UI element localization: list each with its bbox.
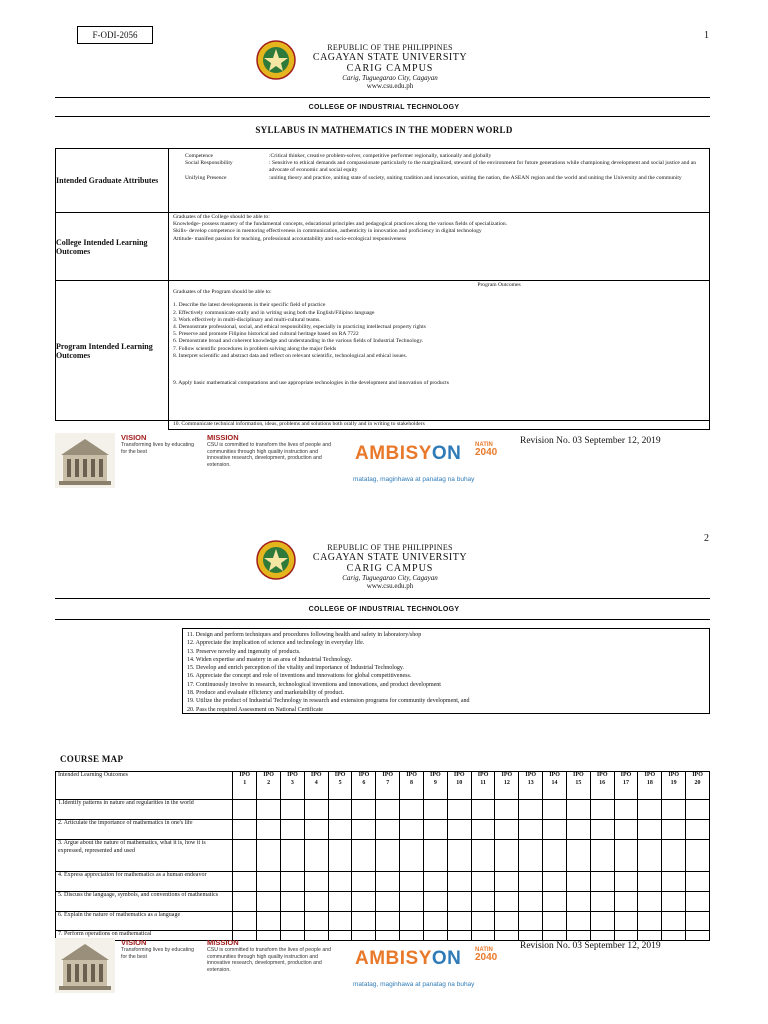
campus-name: CARIG CAMPUS (346, 63, 434, 74)
ipo-header-2 (257, 772, 281, 800)
mapping-cell[interactable] (614, 892, 638, 912)
mapping-cell[interactable] (304, 840, 328, 872)
ipo-prefix: IPO (358, 772, 370, 778)
ipo-header-14 (543, 772, 567, 800)
ambisyon-tagline: matatag, maginhawa at panatag na buhay (353, 476, 475, 483)
mapping-cell[interactable] (614, 820, 638, 840)
divider (55, 116, 710, 117)
mapping-cell[interactable] (543, 800, 567, 820)
ipo-number: 17 (623, 779, 629, 786)
text-line: Skills- develop competence in mentoring effectiveness in communication, authenticity in innovation and proficiency in digital technology (173, 228, 482, 235)
ipo-prefix: IPO (596, 772, 608, 778)
republic-text: REPUBLIC OF THE PHILIPPINES (327, 43, 453, 52)
ipo-prefix: IPO (573, 772, 584, 778)
course-map-row (56, 872, 710, 892)
mapping-cell[interactable] (257, 820, 281, 840)
mapping-cell[interactable] (662, 820, 686, 840)
vision-text: Transforming lives by educating for the best (121, 947, 195, 960)
ilo-cell: 6. Explain the nature of mathematics as a language (56, 912, 233, 931)
ipo-header-10 (447, 772, 471, 800)
course-map-table (55, 771, 710, 941)
mapping-cell[interactable] (447, 912, 471, 931)
outcome-item: 8. Interpret scientific and abstract data and reflect on relevant scientific, technological and ethical issues. (173, 352, 408, 359)
ilo-cell: 7. Perform operations on mathematical (56, 931, 233, 941)
divider (55, 97, 710, 98)
ipo-number: 20 (694, 779, 701, 786)
course-map-row (56, 800, 710, 820)
mapping-cell[interactable] (376, 800, 400, 820)
mapping-cell[interactable] (471, 800, 495, 820)
page-number: 1 (704, 30, 709, 41)
outcome-item: 13. Preserve novelty and ingenuity of products. (187, 648, 301, 655)
outcome-item: 2. Effectively communicate orally and in writing using both the English/Filipino language (173, 309, 375, 316)
attr-value: :uniting theory and practice, uniting state of society, uniting tradition and innovation, uniting the nation, the ASEAN region and the world and uniting the University and the community (269, 174, 682, 181)
mapping-cell[interactable] (590, 840, 614, 872)
mapping-cell[interactable] (376, 840, 400, 872)
ipo-prefix: IPO (406, 772, 417, 778)
form-code: F-ODI-2056 (77, 26, 153, 44)
mapping-cell[interactable] (400, 800, 424, 820)
outcome-item: 19. Utilize the product of Industrial Technology in research and extension programs for community development, and (187, 698, 470, 705)
ipo-number: 15 (575, 779, 582, 786)
mapping-cell[interactable] (566, 820, 590, 840)
attr-value: :Critical thinker, creative problem-solver, competitive performer regionally, nationally and globally (269, 153, 492, 159)
ipo-prefix: IPO (453, 772, 465, 778)
graduate-attributes-content (169, 149, 710, 213)
ambisyon-tagline: matatag, maginhawa at panatag na buhay (353, 981, 475, 988)
university-name: CAGAYAN STATE UNIVERSITY (312, 552, 468, 563)
ipo-number: 4 (314, 779, 318, 786)
mapping-cell[interactable] (686, 872, 710, 892)
college-name: COLLEGE OF INDUSTRIAL TECHNOLOGY (308, 606, 460, 613)
mapping-cell[interactable] (328, 892, 352, 912)
outcome-item: 4. Demonstrate professional, social, and ethical responsibility, especially in practicing intellectual property rights (173, 324, 426, 331)
ipo-number: 5 (338, 779, 342, 786)
campus-name: CARIG CAMPUS (346, 563, 434, 574)
college-name: COLLEGE OF INDUSTRIAL TECHNOLOGY (308, 104, 460, 111)
mapping-cell[interactable] (281, 820, 305, 840)
course-map-row (56, 912, 710, 931)
syllabus-title: SYLLABUS IN MATHEMATICS IN THE MODERN WORLD (255, 125, 513, 135)
ipo-number: 9 (433, 779, 437, 786)
ipo-header-13 (519, 772, 543, 800)
outcome-item: 9. Apply basic mathematical computations and use appropriate technologies in the development and innovation of products (173, 380, 449, 387)
mapping-cell[interactable] (566, 840, 590, 872)
mapping-cell[interactable] (304, 912, 328, 931)
mapping-cell[interactable] (423, 912, 447, 931)
mapping-cell[interactable] (614, 872, 638, 892)
mapping-cell[interactable] (590, 820, 614, 840)
mapping-cell[interactable] (543, 892, 567, 912)
mapping-cell[interactable] (257, 912, 281, 931)
mapping-cell[interactable] (662, 840, 686, 872)
ipo-prefix: IPO (477, 772, 489, 778)
mission-title: MISSION (207, 938, 239, 947)
mapping-cell[interactable] (638, 800, 662, 820)
program-outcomes-content (169, 281, 710, 421)
mapping-cell[interactable] (257, 892, 281, 912)
mapping-cell[interactable] (447, 820, 471, 840)
outcome-item: 1. Describe the latest developments in their specific field of practice (173, 302, 326, 309)
ipo-header-17 (614, 772, 638, 800)
ipo-prefix: IPO (525, 772, 537, 778)
ilo-cell: 2. Articulate the importance of mathematics in one's life (56, 820, 233, 840)
mapping-cell[interactable] (662, 892, 686, 912)
ipo-header-3 (281, 772, 305, 800)
ambisyon-text: AMBISY (355, 443, 432, 464)
mapping-cell[interactable] (376, 892, 400, 912)
ipo-header-9 (423, 772, 447, 800)
university-header (305, 543, 475, 590)
ilo-cell: 4. Express appreciation for mathematics as a human endeavor (56, 872, 233, 892)
mapping-cell[interactable] (566, 872, 590, 892)
mapping-cell[interactable] (543, 840, 567, 872)
ipo-prefix: IPO (668, 772, 679, 778)
vision-text: Transforming lives by educating for the best (121, 442, 195, 455)
mapping-cell[interactable] (638, 840, 662, 872)
mapping-cell[interactable] (423, 840, 447, 872)
mapping-cell[interactable] (495, 800, 519, 820)
ipo-header-7 (376, 772, 400, 800)
mapping-cell[interactable] (519, 892, 543, 912)
revision-text: Revision No. 03 September 12, 2019 (520, 436, 661, 446)
mapping-cell[interactable] (233, 912, 257, 931)
mapping-cell[interactable] (328, 912, 352, 931)
mapping-cell[interactable] (233, 820, 257, 840)
course-map-header-label: Intended Learning Outcomes (56, 772, 233, 800)
ipo-header-15 (566, 772, 590, 800)
mapping-cell[interactable] (352, 892, 376, 912)
ilo-cell: 1.Identify patterns in nature and regularities in the world (56, 800, 233, 820)
mapping-cell[interactable] (662, 800, 686, 820)
ipo-number: 14 (551, 779, 558, 786)
graduate-attributes-label: Intended Graduate Attributes (56, 149, 169, 213)
year-text: 2040 (475, 952, 498, 963)
address: Carig, Tuguegarao City, Cagayan (342, 74, 438, 82)
ambisyon-text: AMBISY (355, 948, 432, 969)
outcome-item: 5. Preserve and promote Filipino historical and cultural heritage based on RA 7722 (173, 331, 359, 338)
ipo-prefix: IPO (334, 772, 346, 778)
outcome-item: 11. Design and perform techniques and procedures following health and safety in laboratory/shop (187, 632, 422, 638)
mapping-cell[interactable] (566, 800, 590, 820)
divider (55, 619, 710, 620)
mapping-cell[interactable] (519, 820, 543, 840)
mapping-cell[interactable] (423, 820, 447, 840)
outcome-item: 7. Follow scientific procedures in problem solving along the major fields (173, 345, 337, 352)
vision-title: VISION (121, 433, 147, 442)
attr-key: Competence (185, 153, 213, 159)
outcome-item: 15. Develop and enrich perception of the vitality and importance of Industrial Technology. (187, 665, 405, 672)
mapping-cell[interactable] (400, 912, 424, 931)
outcome-item: 6. Demonstrate broad and coherent knowledge and understanding in the various fields of Industrial Technology. (173, 338, 424, 345)
ambisyon-text: ON (431, 443, 462, 464)
mission-title: MISSION (207, 433, 239, 442)
course-map-row (56, 892, 710, 912)
ilo-cell: 5. Discuss the language, symbols, and conventions of mathematics (56, 892, 233, 912)
mapping-cell[interactable] (233, 892, 257, 912)
outcomes-table (55, 148, 710, 430)
mapping-cell[interactable] (281, 892, 305, 912)
ipo-header-20 (686, 772, 710, 800)
outcome-item: 14. Widen expertise and mastery in an area of Industrial Technology. (187, 656, 353, 663)
mapping-cell[interactable] (686, 840, 710, 872)
mapping-cell[interactable] (304, 820, 328, 840)
ipo-header-18 (638, 772, 662, 800)
ipo-number: 12 (503, 779, 510, 786)
ilo-cell: 3. Argue about the nature of mathematics, what it is, how it is expressed, represented and used (56, 840, 233, 872)
mapping-cell[interactable] (566, 892, 590, 912)
mapping-cell[interactable] (590, 872, 614, 892)
website: www.csu.edu.ph (366, 582, 414, 590)
mapping-cell[interactable] (471, 912, 495, 931)
mapping-cell[interactable] (352, 872, 376, 892)
mapping-cell[interactable] (304, 800, 328, 820)
natin-text: NATIN (475, 947, 493, 953)
mapping-cell[interactable] (233, 800, 257, 820)
mapping-cell[interactable] (328, 820, 352, 840)
mapping-cell[interactable] (495, 872, 519, 892)
text-line: Knowledge- possess mastery of the fundamental concepts, educational principles and pedagogical practices along the various fields of specialization. (173, 221, 508, 228)
mapping-cell[interactable] (352, 840, 376, 872)
mapping-cell[interactable] (566, 912, 590, 931)
ipo-prefix: IPO (644, 772, 656, 778)
mapping-cell[interactable] (495, 912, 519, 931)
ipo-header-19 (662, 772, 686, 800)
ipo-number: 3 (290, 779, 294, 786)
ipo-header-5 (328, 772, 352, 800)
mapping-cell[interactable] (400, 872, 424, 892)
mapping-cell[interactable] (400, 820, 424, 840)
mapping-cell[interactable] (638, 892, 662, 912)
ambisyon-badge (475, 441, 497, 457)
ipo-header-4 (304, 772, 328, 800)
ipo-prefix: IPO (549, 772, 560, 778)
attr-key: Unifying Presence (185, 174, 227, 181)
mapping-cell[interactable] (328, 800, 352, 820)
outcome-item: 3. Work effectively in multi-disciplinary and multi-cultural teams. (173, 316, 321, 323)
mapping-cell[interactable] (519, 800, 543, 820)
page-footer (55, 433, 710, 493)
mapping-cell[interactable] (614, 912, 638, 931)
mapping-cell[interactable] (519, 840, 543, 872)
mapping-cell[interactable] (257, 872, 281, 892)
ipo-prefix: IPO (239, 772, 251, 778)
mapping-cell[interactable] (447, 892, 471, 912)
mapping-cell[interactable] (519, 872, 543, 892)
mapping-cell[interactable] (400, 892, 424, 912)
course-map-title: COURSE MAP (60, 754, 124, 764)
university-seal-icon (256, 540, 296, 580)
mapping-cell[interactable] (662, 872, 686, 892)
program-outcomes-heading: Program Outcomes (477, 282, 521, 288)
divider (55, 598, 710, 599)
mapping-cell[interactable] (614, 800, 638, 820)
program-outcomes-label: Program Intended Learning Outcomes (56, 281, 169, 421)
mapping-cell[interactable] (281, 840, 305, 872)
outcome-item: 17. Continuously involve in research, technological inventions and innovations, and product development (187, 681, 441, 688)
mapping-cell[interactable] (614, 840, 638, 872)
ipo-number: 18 (646, 779, 653, 786)
university-header (305, 43, 475, 90)
mapping-cell[interactable] (495, 840, 519, 872)
ipo-number: 2 (267, 779, 271, 786)
page-footer (55, 938, 710, 998)
mapping-cell[interactable] (590, 800, 614, 820)
ipo-number: 7 (386, 779, 390, 786)
ipo-prefix: IPO (263, 772, 274, 778)
mapping-cell[interactable] (543, 912, 567, 931)
ipo-number: 1 (243, 779, 247, 786)
ambisyon-badge (475, 946, 497, 962)
text-line: Graduates of the College should be able to: (173, 214, 270, 220)
outcome-item: 10. Communicate technical information, ideas, problems and solutions both orally and in writing to stakeholders (169, 421, 710, 430)
mapping-cell[interactable] (376, 912, 400, 931)
mapping-cell[interactable] (686, 820, 710, 840)
ipo-prefix: IPO (310, 772, 322, 778)
mapping-cell[interactable] (233, 840, 257, 872)
address: Carig, Tuguegarao City, Cagayan (342, 574, 438, 582)
course-map-row (56, 820, 710, 840)
college-outcomes-label: College Intended Learning Outcomes (56, 213, 169, 281)
mapping-cell[interactable] (519, 912, 543, 931)
attr-key: Social Responsibility (185, 160, 233, 167)
mapping-cell[interactable] (638, 820, 662, 840)
mapping-cell[interactable] (638, 872, 662, 892)
mapping-cell[interactable] (447, 800, 471, 820)
ipo-header-12 (495, 772, 519, 800)
ipo-prefix: IPO (430, 772, 441, 778)
college-outcomes-content (169, 213, 710, 281)
university-name: CAGAYAN STATE UNIVERSITY (312, 52, 468, 63)
mapping-cell[interactable] (447, 872, 471, 892)
mapping-cell[interactable] (543, 820, 567, 840)
building-icon (55, 938, 115, 993)
year-text: 2040 (475, 447, 498, 458)
ipo-number: 19 (670, 779, 677, 786)
program-outcomes-continued (182, 628, 710, 714)
mapping-cell[interactable] (590, 892, 614, 912)
mapping-cell[interactable] (257, 800, 281, 820)
ipo-prefix: IPO (287, 772, 298, 778)
mapping-cell[interactable] (471, 820, 495, 840)
ipo-number: 11 (480, 779, 486, 786)
mapping-cell[interactable] (233, 872, 257, 892)
mapping-cell[interactable] (471, 872, 495, 892)
ipo-prefix: IPO (692, 772, 703, 778)
ambisyon-logo (355, 443, 461, 465)
mapping-cell[interactable] (495, 820, 519, 840)
ipo-number: 8 (410, 779, 414, 786)
mapping-cell[interactable] (400, 840, 424, 872)
mapping-cell[interactable] (423, 872, 447, 892)
mapping-cell[interactable] (686, 912, 710, 931)
website: www.csu.edu.ph (366, 82, 414, 90)
text-line: Attitude- manifest passion for teaching, professional accountability and socio-ecological responsiveness (173, 235, 407, 242)
mapping-cell[interactable] (471, 840, 495, 872)
ipo-header-1 (233, 772, 257, 800)
mapping-cell[interactable] (304, 892, 328, 912)
text-line: Graduates of the Program should be able to: (173, 289, 272, 296)
mapping-cell[interactable] (281, 872, 305, 892)
mapping-cell[interactable] (543, 872, 567, 892)
mapping-cell[interactable] (662, 912, 686, 931)
mapping-cell[interactable] (257, 840, 281, 872)
republic-text: REPUBLIC OF THE PHILIPPINES (327, 543, 453, 552)
mission-text: CSU is committed to transform the lives of people and communities through high quality instruction and innovative research, development, production and extension. (207, 442, 331, 468)
mission-text: CSU is committed to transform the lives of people and communities through high quality instruction and innovative research, development, production and extension. (207, 947, 331, 973)
vision-title: VISION (121, 938, 147, 947)
ipo-header-16 (590, 772, 614, 800)
outcome-item: 16. Appreciate the concept and role of inventions and innovations for global competitiveness. (187, 673, 412, 680)
mapping-cell[interactable] (281, 800, 305, 820)
building-icon (55, 433, 115, 488)
ambisyon-logo (355, 948, 461, 970)
mapping-cell[interactable] (423, 892, 447, 912)
natin-text: NATIN (475, 442, 493, 448)
mapping-cell[interactable] (471, 892, 495, 912)
ipo-number: 6 (362, 779, 366, 786)
course-map-row (56, 840, 710, 872)
mapping-cell[interactable] (447, 840, 471, 872)
mapping-cell[interactable] (423, 800, 447, 820)
ipo-prefix: IPO (382, 772, 394, 778)
mapping-cell[interactable] (352, 820, 376, 840)
mapping-cell[interactable] (376, 820, 400, 840)
mapping-cell[interactable] (638, 912, 662, 931)
outcome-item: 18. Produce and evaluate efficiency and marketability of product. (187, 690, 345, 697)
mapping-cell[interactable] (686, 892, 710, 912)
mapping-cell[interactable] (328, 872, 352, 892)
university-seal-icon (256, 40, 296, 80)
revision-text: Revision No. 03 September 12, 2019 (520, 941, 661, 951)
attr-value: : Sensitive to ethical demands and compassionate particularly to the marginalized, steward of the environment for future generations while championing development and social justice and an advocate of economic and social equity (269, 160, 697, 174)
outcome-item: 20. Pass the required Assessment on National Certificate (187, 706, 323, 713)
page-number: 2 (704, 533, 709, 544)
mapping-cell[interactable] (352, 800, 376, 820)
mapping-cell[interactable] (281, 912, 305, 931)
ipo-header-11 (471, 772, 495, 800)
mapping-cell[interactable] (590, 912, 614, 931)
mapping-cell[interactable] (376, 872, 400, 892)
mapping-cell[interactable] (328, 840, 352, 872)
ipo-number: 10 (456, 779, 463, 786)
mapping-cell[interactable] (495, 892, 519, 912)
outcome-item: 12. Appreciate the implication of science and technology in everyday life. (187, 640, 365, 647)
mapping-cell[interactable] (304, 872, 328, 892)
ipo-prefix: IPO (620, 772, 632, 778)
ipo-header-6 (352, 772, 376, 800)
ambisyon-text: ON (431, 948, 462, 969)
ipo-number: 13 (527, 779, 534, 786)
ipo-number: 16 (599, 779, 606, 786)
mapping-cell[interactable] (352, 912, 376, 931)
ipo-header-8 (400, 772, 424, 800)
ipo-prefix: IPO (501, 772, 513, 778)
mapping-cell[interactable] (686, 800, 710, 820)
